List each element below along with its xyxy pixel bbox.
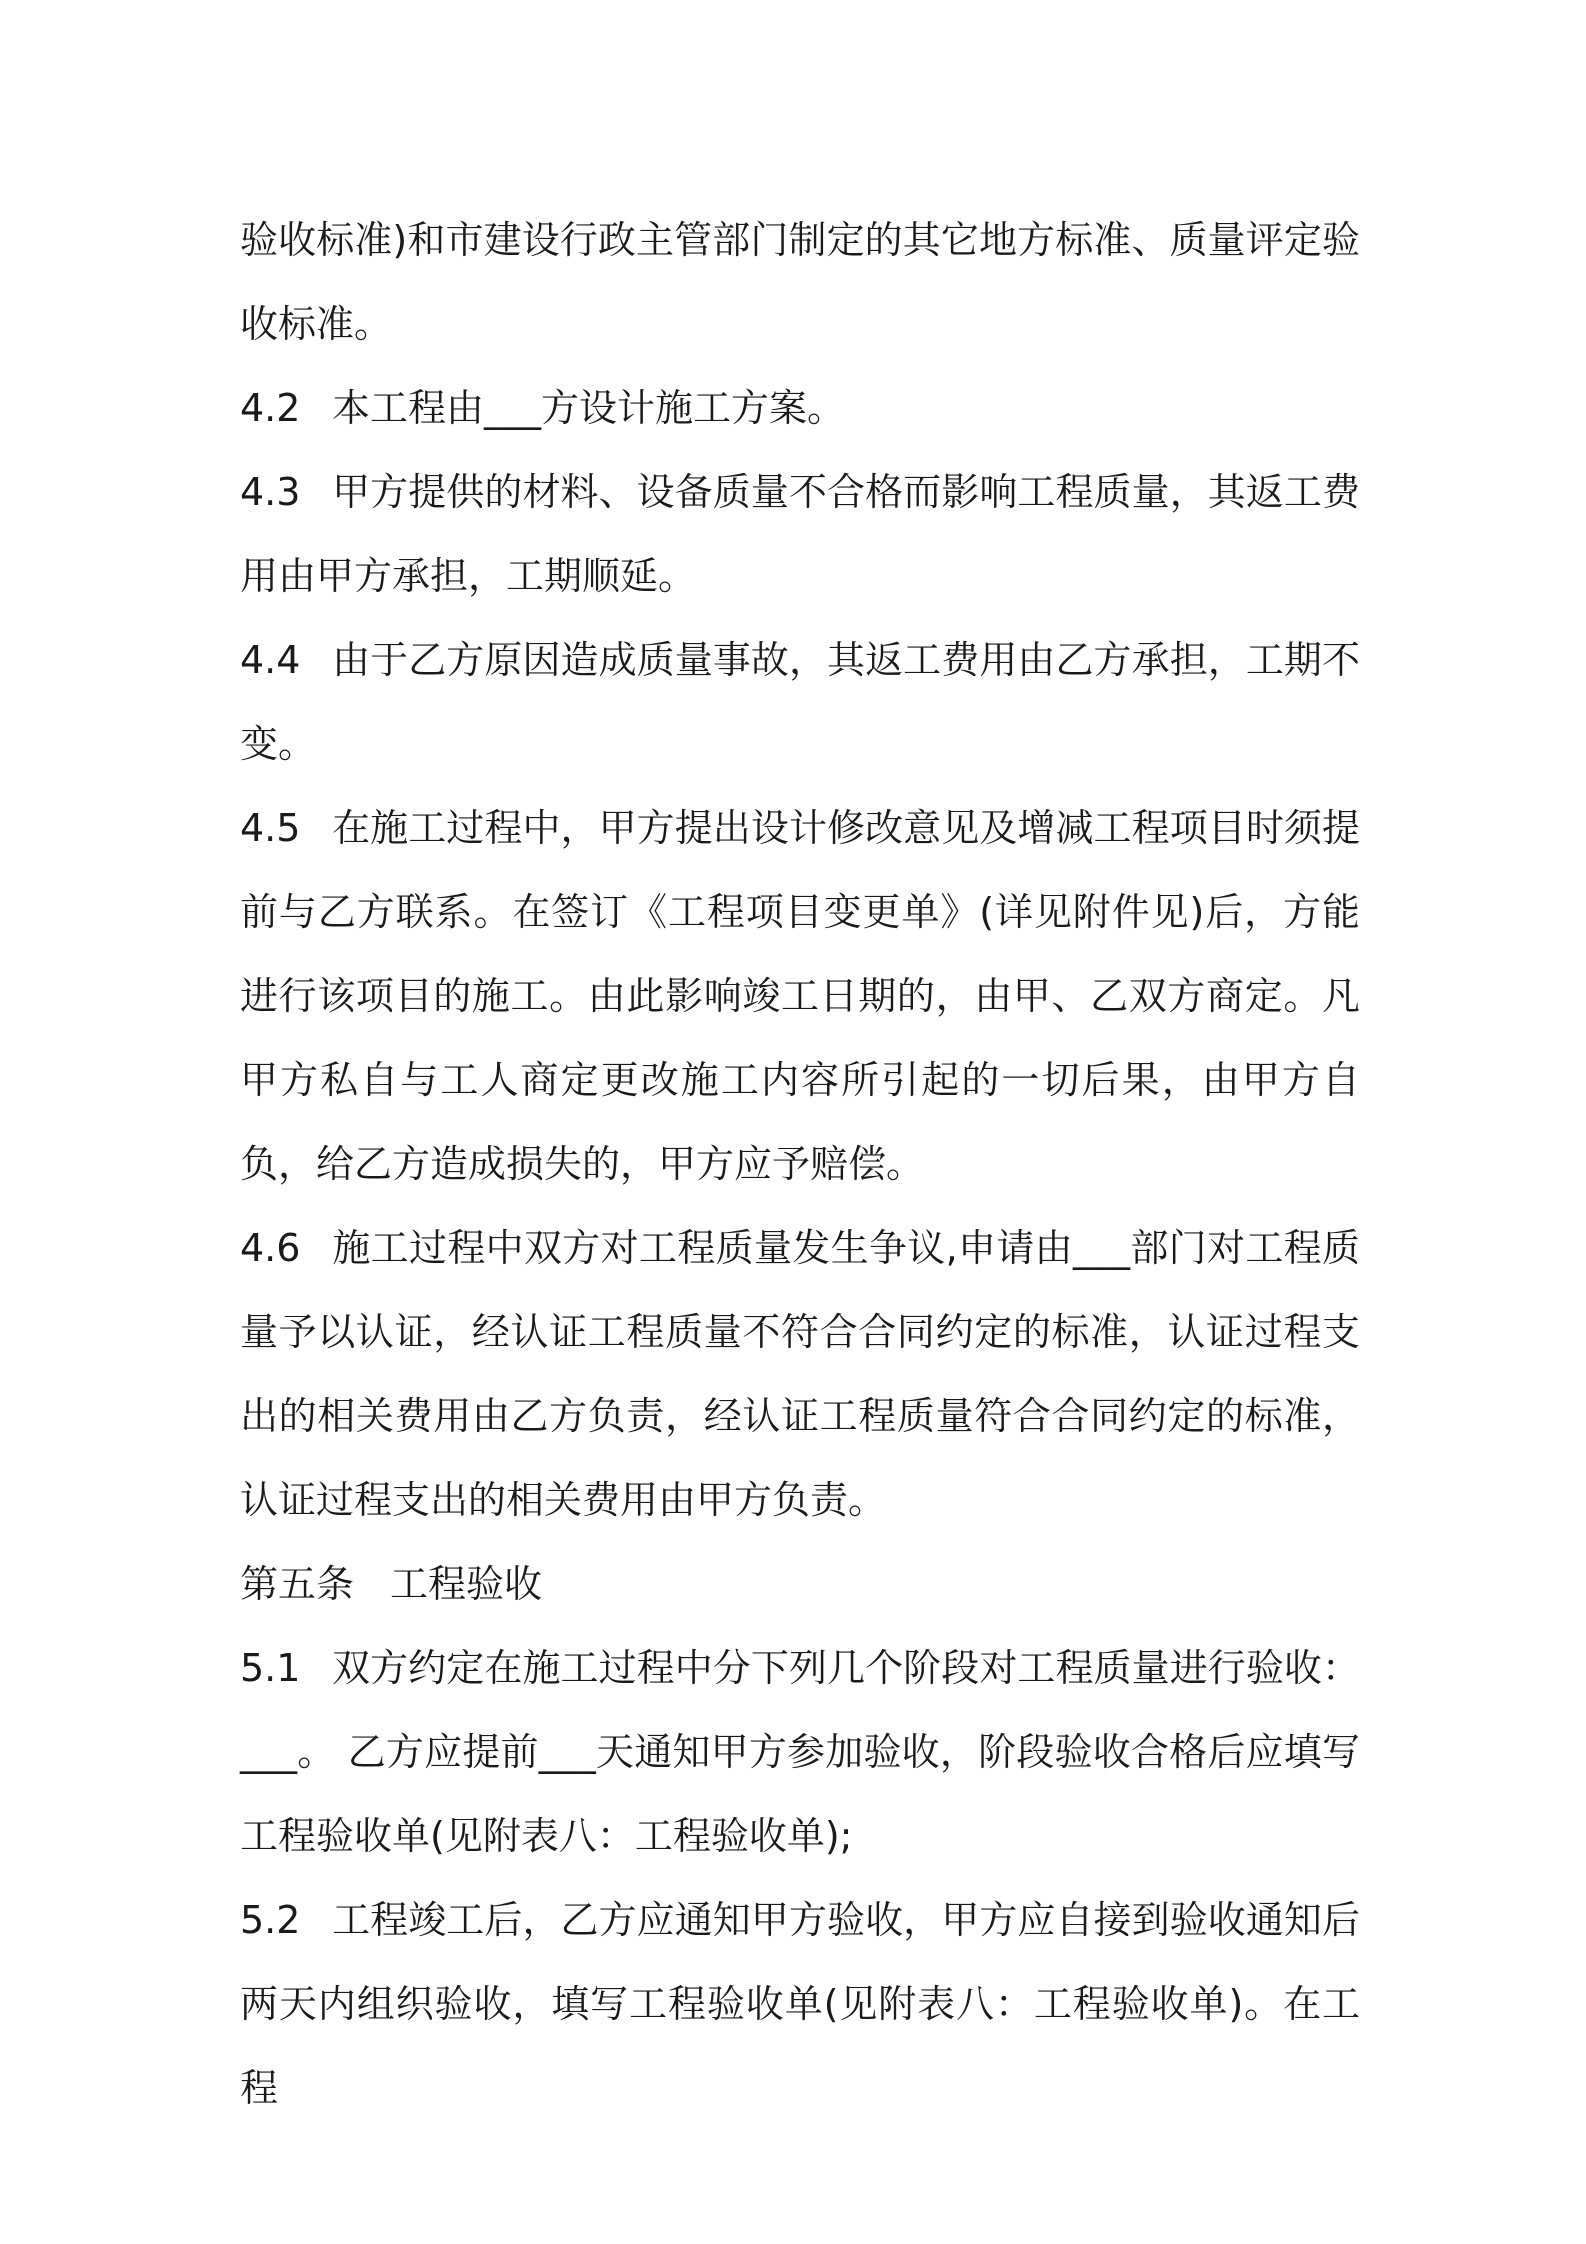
clause-text: 由于乙方原因造成质量事故，其返工费用由乙方承担，工期不变。 [240,638,1360,766]
clause-4-5 [240,786,1360,1206]
clause-number: 4.3 [240,470,301,514]
paragraph-continuation [240,198,1360,366]
section-heading [240,1542,1360,1626]
clause-text: 施工过程中双方对工程质量发生争议,申请由___部门对工程质量予以认证，经认证工程质量不符合合同约定的标准，认证过程支出的相关费用由乙方负责，经认证工程质量符合合同约定的标准，认证过程支出的相关费用由甲方负责。 [240,1226,1360,1522]
section-title: 工程验收 [390,1562,543,1606]
clause-number: 4.6 [240,1226,301,1270]
clause-number: 4.2 [240,386,301,430]
clause-number: 4.5 [240,806,301,850]
clause-text: 甲方提供的材料、设备质量不合格而影响工程质量，其返工费用由甲方承担，工期顺延。 [240,470,1360,598]
clause-number: 5.2 [240,1898,301,1942]
clause-4-6 [240,1206,1360,1542]
clause-5-2 [240,1878,1360,2130]
clause-text: 工程竣工后，乙方应通知甲方验收，甲方应自接到验收通知后两天内组织验收，填写工程验收单(见附表八：工程验收单)。在工程 [240,1898,1360,2110]
document-body [240,198,1360,2130]
section-label: 第五条 [240,1562,355,1606]
paragraph-text: 验收标准)和市建设行政主管部门制定的其它地方标准、质量评定验收标准。 [240,218,1360,346]
clause-text: 双方约定在施工过程中分下列几个阶段对工程质量进行验收：___。 乙方应提前___天通知甲方参加验收，阶段验收合格后应填写工程验收单(见附表八：工程验收单); [240,1646,1360,1858]
clause-number: 4.4 [240,638,301,682]
clause-4-4 [240,618,1360,786]
clause-4-2 [240,366,1360,450]
clause-5-1 [240,1626,1360,1878]
clause-text: 本工程由___方设计施工方案。 [332,386,846,430]
clause-text: 在施工过程中，甲方提出设计修改意见及增减工程项目时须提前与乙方联系。在签订《工程项目变更单》(详见附件见)后，方能进行该项目的施工。由此影响竣工日期的，由甲、乙双方商定。凡甲方私自与工人商定更改施工内容所引起的一切后果，由甲方自负，给乙方造成损失的，甲方应予赔偿。 [240,806,1360,1186]
clause-number: 5.1 [240,1646,301,1690]
clause-4-3 [240,450,1360,618]
